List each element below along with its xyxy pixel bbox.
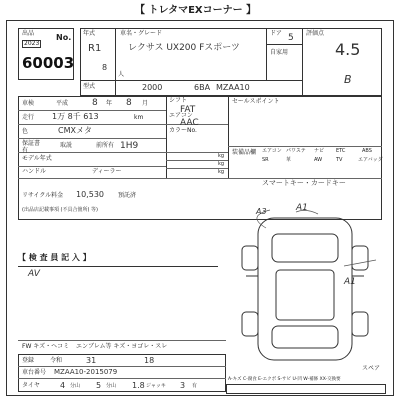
inspection-unit-year: 年 xyxy=(106,100,113,107)
prev-label: 前所有 xyxy=(96,142,115,149)
type-label: 型式 xyxy=(83,83,96,90)
option-item: TV xyxy=(336,157,343,163)
reg-date-month: 18 xyxy=(144,356,155,365)
tire-value: 4 xyxy=(60,381,66,390)
notes-label: (出品店記載事項 (不具合箇所) 等) xyxy=(22,207,98,213)
reg-date-year: 31 xyxy=(86,356,97,365)
recycle-label: リサイクル料金 xyxy=(22,192,64,199)
aircon-label: エアコン xyxy=(169,112,193,119)
mileage-value: 1万 8千 613 xyxy=(52,112,99,121)
color-no-label: カラーNo. xyxy=(169,127,197,134)
interior-value: B xyxy=(344,73,352,86)
tire-unit: ジャッキ xyxy=(146,383,166,389)
manual-label: 取説 xyxy=(60,142,73,149)
diagram-label-a3: A3 xyxy=(256,207,267,216)
vehicle-name-label: 車名・グレード xyxy=(120,30,163,37)
deposit-label: 預託済 xyxy=(118,192,137,199)
doors-label: ドア xyxy=(270,30,282,37)
reg-date-value: 令和 xyxy=(50,357,63,364)
tire-value: 3 xyxy=(180,381,186,390)
color-label: 色 xyxy=(22,128,29,135)
score-label: 評価点 xyxy=(306,30,325,37)
diagram-label-a1-top: A1 xyxy=(296,203,308,213)
option-item: AW xyxy=(314,157,323,163)
spare-label: スペア xyxy=(362,365,381,372)
doors-value: 5 xyxy=(288,33,294,43)
doc-label: 保証書 xyxy=(22,140,41,147)
load-unit: kg xyxy=(218,161,225,167)
tire-value: 1.8 xyxy=(132,381,145,390)
inspection-label: 車検 xyxy=(22,100,35,107)
equip-text: スマートキー・カードキー xyxy=(262,179,346,187)
reg-date-label: 登録 xyxy=(22,357,35,364)
inspector-line-1: FW キズ・ヘコミ xyxy=(22,343,70,350)
tire-unit: 分山 xyxy=(70,383,81,389)
inspection-era: 平成 xyxy=(56,100,69,107)
score-value: 4.5 xyxy=(335,40,361,59)
code-value: MZAA10 xyxy=(216,83,250,92)
doc-value: 有 xyxy=(22,147,29,154)
tire-value: 5 xyxy=(96,381,102,390)
recycle-value: 10,530 xyxy=(76,190,104,199)
inspection-unit-month: 月 xyxy=(142,100,149,107)
option-item: ETC xyxy=(336,148,346,154)
lot-number: 60003 xyxy=(22,54,75,72)
inspector-note: AV xyxy=(28,269,40,279)
vehicle-name-value: レクサス UX200 Fスポーツ xyxy=(128,43,240,53)
tire-row xyxy=(226,384,386,394)
chassis-value: MZAA10-2015079 xyxy=(54,368,118,376)
seats-label: 人 xyxy=(118,71,125,78)
option-item: ナビ xyxy=(314,148,325,154)
chassis-label: 車台番号 xyxy=(22,369,47,376)
lot-year-badge: 2023 xyxy=(24,40,40,47)
handle-label: ハンドル xyxy=(22,168,47,175)
option-item: エアコン xyxy=(262,148,282,154)
equip-label: 装備品欄 xyxy=(232,149,257,156)
options-grid xyxy=(258,146,382,168)
tire-label: タイヤ xyxy=(22,382,40,389)
shift-value: FAT xyxy=(180,105,196,115)
option-item: エアバッグ xyxy=(358,157,383,163)
type-value: 6BA xyxy=(194,83,211,92)
car-damage-diagram xyxy=(226,203,386,372)
model-change-label: モデル年式 xyxy=(22,155,52,162)
option-item: 革 xyxy=(286,157,292,163)
inspector-line-2: エンブレム等 キズ・ヨゴレ・スレ xyxy=(76,343,168,350)
diagram-label-a1-side: A1 xyxy=(344,277,356,287)
lot-label-top: 出品 xyxy=(22,30,35,37)
shift-label: シフト xyxy=(169,97,188,104)
model-month-value: 8 xyxy=(102,63,108,72)
total-unit: kg xyxy=(218,169,225,175)
cc-value: 2000 xyxy=(142,83,163,92)
tire-unit: 分山 xyxy=(106,383,117,389)
weight-unit: kg xyxy=(218,153,225,159)
model-year-value: R1 xyxy=(88,43,102,54)
inspector-title: 【 検 査 員 記 入 】 xyxy=(18,253,91,262)
lot-prefix: No. xyxy=(56,33,72,42)
mileage-label: 走行 xyxy=(22,114,35,121)
option-item: パワステ xyxy=(286,148,306,154)
body-label: 自家用 xyxy=(270,49,289,56)
option-item: ABS xyxy=(362,148,372,154)
inspection-year: 8 xyxy=(92,98,98,108)
tire-unit: 有 xyxy=(192,383,198,389)
damage-legend: A-キズ C-腐食 E-エクボ S-サビ U-凹 W-補修 XX-交換要 xyxy=(228,377,341,382)
color-code-value: CMXメタ xyxy=(58,126,92,135)
option-item: SR xyxy=(262,157,269,163)
mileage-unit: km xyxy=(134,114,144,121)
aircon-value: AAC xyxy=(180,118,199,128)
sales-point-label: セールスポイント xyxy=(232,98,280,105)
color-no-value: 1H9 xyxy=(120,141,139,151)
dealer-label: ディーラー xyxy=(92,168,122,175)
inspection-month: 8 xyxy=(126,98,132,108)
model-year-label: 年式 xyxy=(83,30,96,37)
sheet-title: 【 トレタマEXコーナー 】 xyxy=(135,5,257,16)
